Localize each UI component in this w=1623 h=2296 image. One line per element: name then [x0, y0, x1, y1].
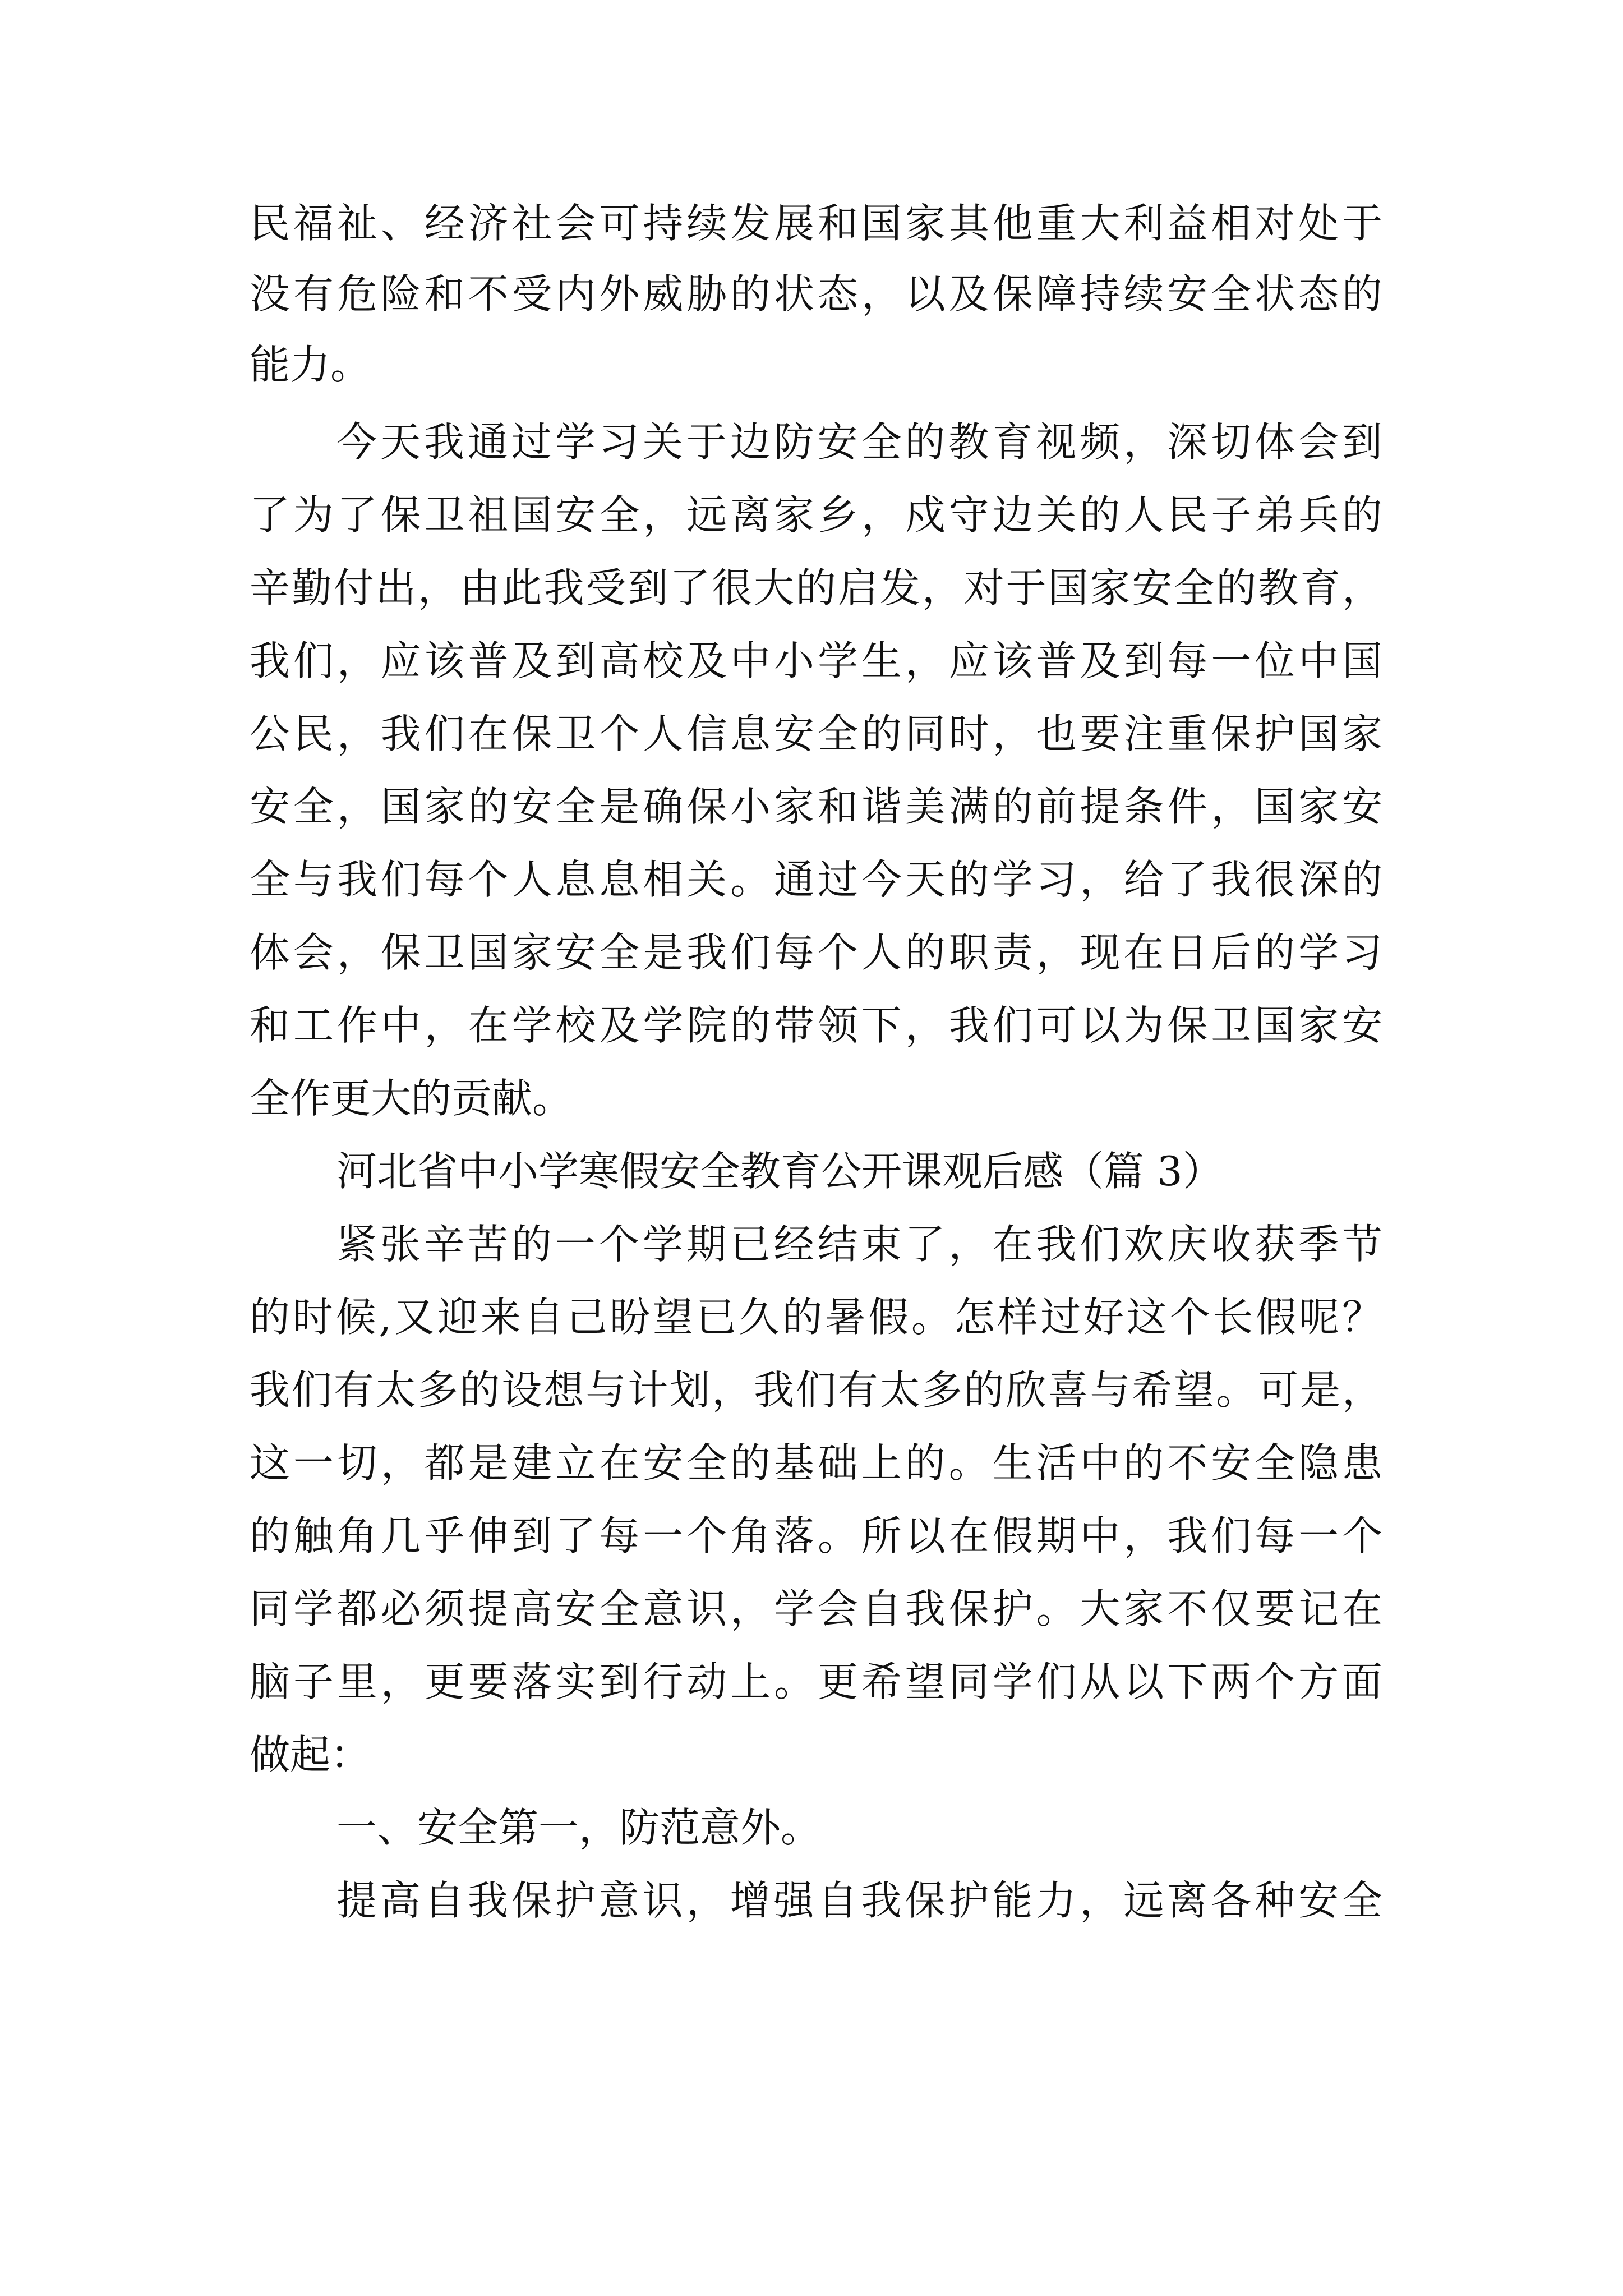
- text-line: 全作更大的贡献。: [250, 1075, 573, 1122]
- paragraph-first-line: 紧张辛苦的一个学期已经结束了，在我们欢庆收获季节: [336, 1221, 1382, 1268]
- text-line: 体会，保卫国家安全是我们每个人的职责，现在日后的学习: [250, 929, 1382, 976]
- text-line: 这一切，都是建立在安全的基础上的。生活中的不安全隐患: [250, 1439, 1382, 1487]
- text-line: 能力。: [250, 341, 371, 388]
- text-line: 我们有太多的设想与计划，我们有太多的欣喜与希望。可是，: [250, 1366, 1382, 1414]
- text-line: 辛勤付出，由此我受到了很大的启发，对于国家安全的教育，: [250, 564, 1382, 611]
- paragraph-first-line: 今天我通过学习关于边防安全的教育视频，深切体会到: [336, 418, 1382, 466]
- text-line: 了为了保卫祖国安全，远离家乡，戍守边关的人民子弟兵的: [250, 491, 1382, 539]
- section-heading: 河北省中小学寒假安全教育公开课观后感（篇 3）: [336, 1148, 1223, 1195]
- text-line: 没有危险和不受内外威胁的状态，以及保障持续安全状态的: [250, 270, 1382, 318]
- text-line: 我们，应该普及到高校及中小学生，应该普及到每一位中国: [250, 637, 1382, 684]
- subsection-heading: 一、安全第一，防范意外。: [336, 1804, 822, 1851]
- text-line: 民福祉、经济社会可持续发展和国家其他重大利益相对处于: [250, 200, 1382, 247]
- text-line: 做起：: [250, 1731, 371, 1778]
- text-line: 全与我们每个人息息相关。通过今天的学习，给了我很深的: [250, 856, 1382, 903]
- text-line: 的时候,又迎来自己盼望已久的暑假。怎样过好这个长假呢？: [250, 1294, 1382, 1341]
- text-line: 同学都必须提高安全意识，学会自我保护。大家不仅要记在: [250, 1585, 1382, 1632]
- text-line: 公民，我们在保卫个人信息安全的同时，也要注重保护国家: [250, 710, 1382, 757]
- text-line: 的触角几乎伸到了每一个角落。所以在假期中，我们每一个: [250, 1512, 1382, 1559]
- text-line: 安全，国家的安全是确保小家和谐美满的前提条件，国家安: [250, 783, 1382, 830]
- text-line: 和工作中，在学校及学院的带领下，我们可以为保卫国家安: [250, 1002, 1382, 1049]
- text-line: 脑子里，更要落实到行动上。更希望同学们从以下两个方面: [250, 1658, 1382, 1705]
- paragraph-first-line: 提高自我保护意识，增强自我保护能力，远离各种安全: [336, 1877, 1382, 1924]
